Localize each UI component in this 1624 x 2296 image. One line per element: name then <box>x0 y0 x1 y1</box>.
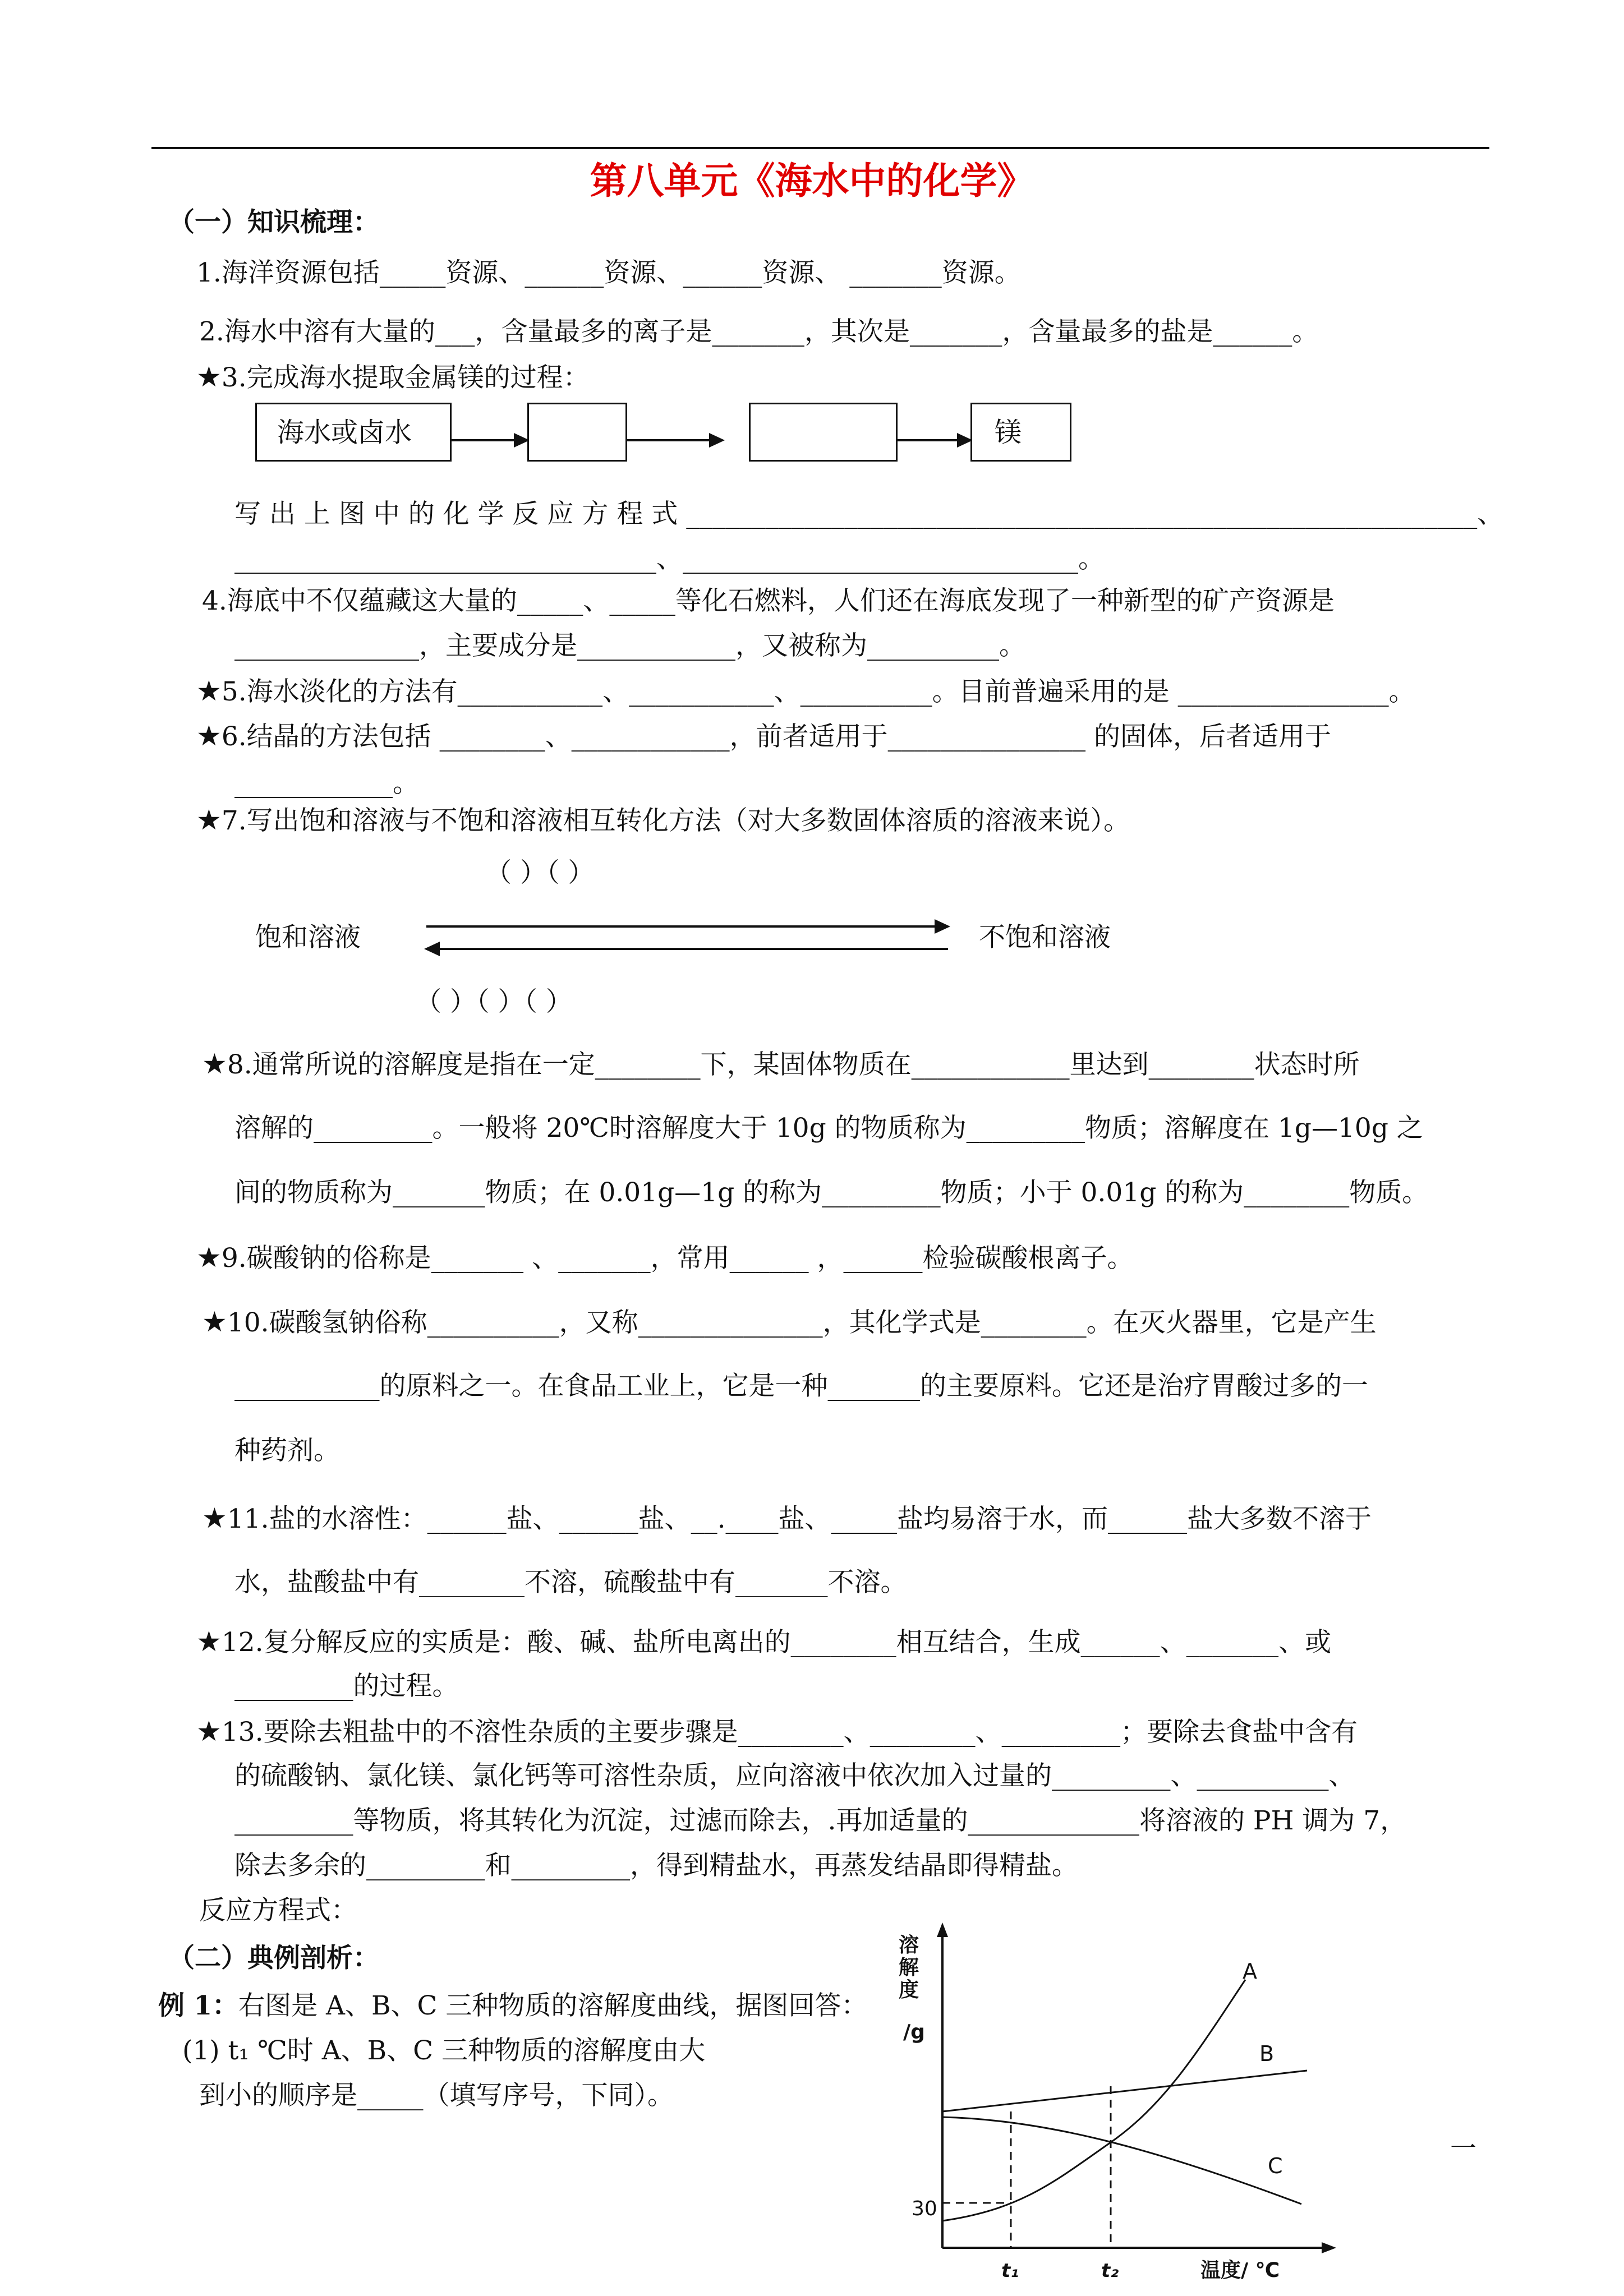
question-11-cont: 水，盐酸盐中有________不溶，硫酸盐中有_______不溶。 <box>234 1567 907 1598</box>
flow-box-start: 海水或卤水 <box>255 403 452 462</box>
x-axis-label: 温度/ ℃ <box>1200 2259 1280 2282</box>
question-3-equations-2: ________________________________、______________________________。 <box>234 543 1105 574</box>
star-icon: ★ <box>202 1048 227 1080</box>
curve-label-b: B <box>1259 2041 1275 2066</box>
question-10: ★10.碳酸氢钠俗称__________，又称______________，其化学式是________。在灭火器里，它是产生 <box>202 1306 1377 1338</box>
header-rule <box>151 147 1489 149</box>
q7-bottom-blanks: （ ）（ ）（ ） <box>415 986 572 1017</box>
question-8: ★8.通常所说的溶解度是指在一定________下，某固体物质在____________里达到________状态时所 <box>202 1048 1360 1080</box>
flow-arrow-1 <box>452 439 527 441</box>
x-tick-t2: t₂ <box>1101 2260 1119 2282</box>
q7-saturated-label: 饱和溶液 <box>255 922 361 953</box>
question-10-cont-2: 种药剂。 <box>234 1435 340 1466</box>
page-mark: 一 <box>1450 2133 1476 2164</box>
star-icon: ★ <box>202 1502 227 1534</box>
question-11: ★11.盐的水溶性：______盐、______盐、__.____盐、_____盐均易溶于水，而______盐大多数不溶于 <box>202 1502 1372 1534</box>
question-6: ★6.结晶的方法包括 ________、____________，前者适用于_______________ 的固体，后者适用于 <box>196 720 1332 752</box>
example-1-label: 例 1： <box>158 1990 239 2021</box>
question-3: ★3.完成海水提取金属镁的过程： <box>196 361 590 393</box>
y-label-char-2: 解 <box>899 1956 919 1979</box>
star-icon: ★ <box>196 1625 222 1658</box>
question-3-equations: 写 出 上 图 中 的 化 学 反 应 方 程 式 ____________________________________________________________、 <box>234 499 1504 529</box>
curve-a <box>942 1980 1245 2221</box>
question-8-cont: 溶解的_________。一般将 20℃时溶解度大于 10g 的物质称为_________物质；溶解度在 1g—10g 之 <box>234 1113 1423 1144</box>
y-label-char-1: 溶 <box>899 1934 919 1957</box>
curve-c <box>942 2117 1301 2204</box>
question-8-cont-2: 间的物质称为_______物质；在 0.01g—1g 的称为_________物质；小于 0.01g 的称为________物质。 <box>234 1177 1429 1208</box>
curve-b <box>942 2071 1307 2111</box>
curve-label-a: A <box>1243 1959 1257 1984</box>
example-1: 例 1：右图是 A、B、C 三种物质的溶解度曲线，据图回答： <box>158 1990 868 2021</box>
question-5: ★5.海水淡化的方法有___________、___________、__________。目前普遍采用的是 ________________。 <box>196 675 1415 707</box>
star-icon: ★ <box>196 1715 222 1748</box>
star-icon: ★ <box>196 720 222 752</box>
y-label-char-3: 度 <box>899 1979 919 2002</box>
y-axis-arrow <box>937 1922 948 1937</box>
y-axis-label <box>899 1934 926 2044</box>
x-axis-arrow <box>1322 2242 1336 2253</box>
curve-label-c: C <box>1268 2154 1283 2178</box>
question-4-cont: ______________，主要成分是____________，又被称为__________。 <box>234 630 1025 661</box>
example-1-question-1-cont: 到小的顺序是_____（填写序号，下同）。 <box>199 2080 674 2111</box>
question-1: 1.海洋资源包括_____资源、______资源、______资源、 _______资源。 <box>196 257 1021 288</box>
star-icon: ★ <box>196 804 222 836</box>
q7-unsaturated-label: 不饱和溶液 <box>979 922 1111 953</box>
y-label-unit: /g <box>903 2021 925 2044</box>
star-icon: ★ <box>196 1241 222 1274</box>
question-6-cont: ____________。 <box>234 768 419 799</box>
star-icon: ★ <box>196 361 222 393</box>
question-13: ★13.要除去粗盐中的不溶性杂质的主要步骤是________、________、_________；要除去食盐中含有 <box>196 1715 1358 1748</box>
page-title: 第八单元《海水中的化学》 <box>590 159 1034 202</box>
question-4: 4.海底中不仅蕴藏这大量的_____、_____等化石燃料，人们还在海底发现了一种新型的矿产资源是 <box>202 585 1335 616</box>
example-1-question-1: (1) t₁ ℃时 A、B、C 三种物质的溶解度由大 <box>182 2035 706 2066</box>
flow-box-end: 镁 <box>970 403 1071 462</box>
q7-arrow-left <box>426 948 948 950</box>
question-7: ★7.写出饱和溶液与不饱和溶液相互转化方法（对大多数固体溶质的溶液来说）。 <box>196 804 1130 836</box>
flow-arrow-3 <box>898 439 970 441</box>
flow-box-3 <box>749 403 898 462</box>
question-12: ★12.复分解反应的实质是：酸、碱、盐所电离出的________相互结合，生成______、_______、或 <box>196 1625 1332 1658</box>
section-heading-1: （一）知识梳理： <box>168 207 379 238</box>
question-13-cont-2: _________等物质，将其转化为沉淀，过滤而除去，.再加适量的_____________将溶液的 PH 调为 7， <box>234 1805 1407 1836</box>
question-10-cont: ___________的原料之一。在食品工业上，它是一种_______的主要原料。它还是治疗胃酸过多的一 <box>234 1371 1368 1401</box>
question-2: 2.海水中溶有大量的___，含量最多的离子是_______，其次是_______，含量最多的盐是______。 <box>199 316 1319 347</box>
q7-top-blanks: （ ）（ ） <box>485 857 595 888</box>
question-12-cont: _________的过程。 <box>234 1671 459 1702</box>
y-tick-30: 30 <box>912 2197 937 2220</box>
star-icon: ★ <box>196 675 222 707</box>
solubility-chart <box>886 1918 1346 2288</box>
flow-box-2 <box>527 403 627 462</box>
star-icon: ★ <box>202 1306 227 1338</box>
question-13-cont-3: 除去多余的_________和_________，得到精盐水，再蒸发结晶即得精盐。 <box>234 1850 1078 1881</box>
reaction-equations-label: 反应方程式： <box>199 1895 357 1926</box>
flow-arrow-2 <box>627 439 723 441</box>
question-13-cont: 的硫酸钠、氯化镁、氯化钙等可溶性杂质，应向溶液中依次加入过量的_________、__________、 <box>234 1760 1355 1791</box>
question-9: ★9.碳酸钠的俗称是_______ 、_______，常用______ ，______检验碳酸根离子。 <box>196 1241 1134 1274</box>
q7-arrow-right <box>426 925 948 928</box>
section-heading-2: （二）典例剖析： <box>168 1943 379 1974</box>
x-tick-t1: t₁ <box>1001 2260 1019 2282</box>
